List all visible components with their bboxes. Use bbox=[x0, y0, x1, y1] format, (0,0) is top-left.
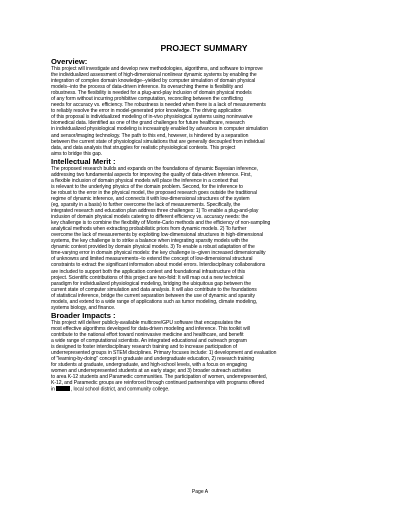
text-line: of any form without incurring prohibitive computation, reconciling between the conflicting bbox=[51, 96, 243, 103]
text-line: The proposed research builds and expands on the foundations of dynamic Bayesian inference, bbox=[51, 165, 259, 172]
text-line: models, and extend to a wide range of applications such as tumor modeling, climate modeling, bbox=[51, 298, 258, 305]
text-line: models--into the process of data-driven inference. Its overarching theme is flexibility and bbox=[51, 84, 243, 91]
text-line: aims to bridge this gap. bbox=[51, 150, 102, 157]
text-line: is designed to foster interdisciplinary research training and to increase participation of bbox=[51, 344, 237, 351]
text-line: needs for accuracy vs. efficiency. The robustness is needed when there is a lack of measurements bbox=[51, 102, 266, 109]
text-line: biomedical data. Identified as one of the grand challenges for future healthcare, research bbox=[51, 120, 245, 127]
last-line-prefix: in bbox=[51, 386, 55, 393]
text-line: integration of complex domain knowledge--yielded by computer simulation of domain physical bbox=[51, 78, 256, 85]
broader-impacts-body bbox=[51, 320, 357, 387]
text-line: (eg, sparsity in a basis) to further overcome the lack of measurements. Specifically, the bbox=[51, 201, 241, 208]
text-line: be robust to the error in the physical model, the proposed research goes outside the traditional bbox=[51, 189, 257, 196]
text-line: and sensor/imaging technology. The path to this end, however, is hindered by a separation bbox=[51, 132, 249, 139]
text-line: contribute to the national effort toward noninvasive medicine and healthcare, and benefit bbox=[51, 331, 244, 338]
text-line: robustness. The flexibility is needed for a plug-and-play inclusion of domain physical models bbox=[51, 90, 252, 97]
broader-impacts-last-line bbox=[51, 386, 357, 393]
text-line: integrated research and education plan address three challenges: 1) To enable a plug-and-play bbox=[51, 208, 259, 215]
text-line: women and underrepresented students at an early stage; and 3) broader outreach activities bbox=[51, 368, 251, 375]
text-line: overcome the lack of measurements by exploiting low-dimensional structures in high-dimensional bbox=[51, 232, 264, 239]
text-line: analytical methods when extracting probabilistic priors from dynamic models. 2) To further bbox=[51, 226, 247, 233]
text-line: to reliably resolve the error in model-generated prior knowledge. The driving application bbox=[51, 108, 242, 115]
text-line: in individualized physiological modeling is increasingly enabled by advances in computer simulation bbox=[51, 126, 268, 133]
text-line: the individualized assessment of high-dimensional nonlinear dynamic systems by enabling the bbox=[51, 72, 257, 79]
text-line: paradigm for individualized physiological modeling, bridging the ubiquitous gap between the bbox=[51, 280, 251, 287]
text-line: addressing two fundamental aspects for improving the quality of data-driven inference. First, bbox=[51, 171, 252, 178]
text-line: of this proposal is individualized modeling of in-vivo physiological systems using noninvasive bbox=[51, 114, 253, 121]
text-line: time-varying error in domain physical models: the key challenge is--given increased dimensionality bbox=[51, 250, 266, 257]
text-line: This project will investigate and develop new methodologies, algorithms, and software to improve bbox=[51, 66, 263, 72]
text-line: inclusion of domain physical models catering to different efficiency vs. accuracy needs: the bbox=[51, 214, 249, 221]
text-line: dynamic context provided by domain physical models. 3) To enable a robust adaptation of the bbox=[51, 244, 255, 251]
overview-heading: Overview: bbox=[51, 57, 88, 66]
text-line: data, and data analysis that struggles for realistic physiological contexts. This project bbox=[51, 144, 236, 151]
text-line: systems, the key challenge is to strike a balance when integrating sparsity models with the bbox=[51, 238, 249, 245]
text-line: K-12, and Paramedic groups are reinforced through continued partnerships with programs offered bbox=[51, 380, 265, 387]
broader-impacts-heading: Broader Impacts : bbox=[51, 310, 116, 320]
text-line: current state of computer simulation and data analysis. It will also contribute to the foundations bbox=[51, 286, 257, 293]
text-line: of "learning-by-doing" concept in graduate and undergraduate education, 2) research training bbox=[51, 356, 254, 363]
page-title: PROJECT SUMMARY bbox=[160, 43, 248, 53]
overview-body bbox=[51, 66, 357, 157]
text-line: key challenge is to combine the flexibility of Monte-Carlo methods and the efficiency of non-sampling bbox=[51, 220, 271, 227]
text-line: are included to support both the application context and foundational infrastructure of this bbox=[51, 268, 246, 275]
text-line: constraints to extract the significant information about model errors. Interdisciplinary collaborations bbox=[51, 262, 266, 269]
text-line: regime of dynamic inference, and connects it with low-dimensional structures of the system bbox=[51, 195, 250, 202]
text-line: for students at graduate, undergraduate, and high-school levels, with a focus on engaging bbox=[51, 362, 247, 369]
text-line: is relevant to the underlying physics of the domain problem. Second, for the inference to bbox=[51, 183, 243, 190]
text-line: This project will deliver publicly-available multicore/GPU software that encapsulates the bbox=[51, 319, 242, 326]
text-line: most effective algorithms developed for data-driven modeling and inference. This toolkit will bbox=[51, 325, 250, 332]
text-line: a wide range of computational scientists. An integrated educational and outreach program bbox=[51, 337, 247, 344]
text-line: project. Scientific contributions of this project are two-fold: It will map out a new technical bbox=[51, 274, 244, 281]
text-line: to area K-12 students and Paramedic communities. The participation of women, underrepresented, bbox=[51, 374, 267, 381]
redaction-block bbox=[56, 386, 70, 391]
text-line: systems biology, and finance. bbox=[51, 304, 116, 311]
page-footer: Page A bbox=[191, 489, 209, 495]
text-line: a flexible inclusion of domain physical models will place the inference in a context that bbox=[51, 177, 238, 184]
project-summary-page bbox=[51, 43, 357, 393]
text-line: of statistical inference, bridge the current separation between the use of dynamic and sparsity bbox=[51, 292, 255, 299]
text-line: of unknowns and limited measurements--to extend the concept of low-dimensional structural bbox=[51, 256, 253, 263]
intellectual-merit-body bbox=[51, 166, 357, 311]
text-line: underrepresented groups in STEM disciplines. Primary focuses include: 1) development and evaluation bbox=[51, 350, 277, 357]
last-line-suffix: , local school district, and community college. bbox=[70, 386, 170, 393]
intellectual-merit-heading: Intellectual Merit : bbox=[51, 156, 116, 166]
text-line: between the current state of physiological simulations that are generally decoupled from individual bbox=[51, 138, 265, 145]
